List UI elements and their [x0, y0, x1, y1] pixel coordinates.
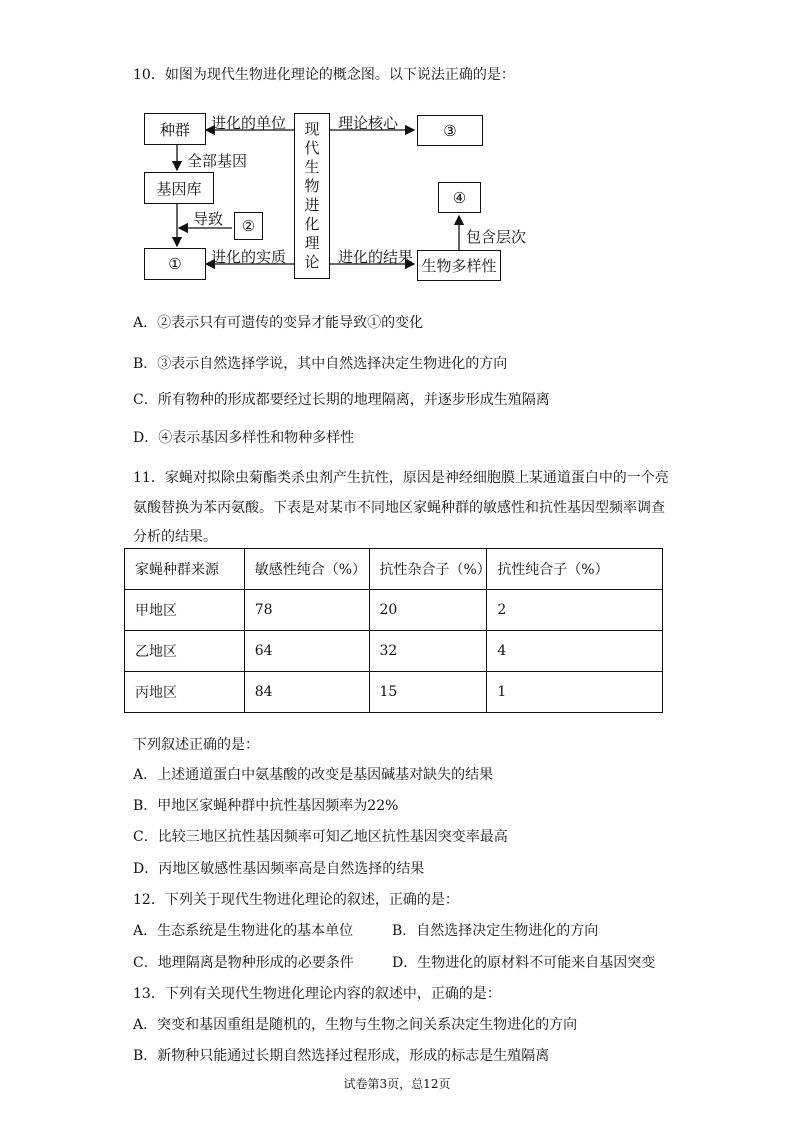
- box-2: ②: [234, 212, 263, 240]
- center-char: 进: [304, 196, 320, 214]
- center-char: 论: [304, 253, 320, 271]
- center-char: 物: [304, 177, 320, 195]
- label-unit: 进化的单位: [211, 114, 287, 132]
- q11-option-d[interactable]: D．丙地区敏感性基因频率高是自然选择的结果: [133, 861, 425, 877]
- center-theory-box: [294, 113, 330, 279]
- q12-option-d[interactable]: D．生物进化的原材料不可能来自基因突变: [392, 955, 656, 971]
- table-cell: 2: [487, 590, 663, 631]
- table-row: [125, 631, 663, 672]
- label-core: 理论核心: [338, 114, 399, 132]
- q10-stem: 10．如图为现代生物进化理论的概念图。以下说法正确的是：: [133, 67, 515, 83]
- center-char: 代: [304, 139, 320, 157]
- table-cell: 84: [244, 672, 369, 713]
- q10-option-a[interactable]: A．②表示只有可遗传的变异才能导致①的变化: [133, 315, 424, 331]
- label-levels: 包含层次: [466, 228, 527, 246]
- q11-option-a[interactable]: A．上述通道蛋白中氨基酸的改变是基因碱基对缺失的结果: [133, 767, 494, 783]
- box-1: ①: [144, 248, 206, 280]
- label-result: 进化的结果: [338, 248, 414, 266]
- q10-option-c[interactable]: C．所有物种的形成都要经过长期的地理隔离，并逐步形成生殖隔离: [133, 392, 550, 408]
- center-char: 生: [304, 158, 320, 176]
- q13-stem: 13．下列有关现代生物进化理论内容的叙述中，正确的是：: [133, 986, 501, 1002]
- q12-option-c[interactable]: C．地理隔离是物种形成的必要条件: [133, 955, 354, 971]
- q11-stem-line: 11．家蝇对拟除虫菊酯类杀虫剂产生抗性，原因是神经细胞膜上某通道蛋白中的一个亮: [133, 470, 669, 486]
- label-all-genes: 全部基因: [187, 152, 248, 170]
- q13-option-b[interactable]: B．新物种只能通过长期自然选择过程形成，形成的标志是生殖隔离: [133, 1048, 550, 1064]
- table-cell: 32: [369, 631, 487, 672]
- q10-option-d[interactable]: D．④表示基因多样性和物种多样性: [133, 430, 355, 446]
- q12-option-b[interactable]: B．自然选择决定生物进化的方向: [392, 923, 599, 939]
- q11-option-b[interactable]: B．甲地区家蝇种群中抗性基因频率为22%: [133, 798, 399, 814]
- q11-option-c[interactable]: C．比较三地区抗性基因频率可知乙地区抗性基因突变率最高: [133, 829, 508, 845]
- page-footer: 试卷第3页，总12页: [343, 1077, 451, 1091]
- q11-stem-line: 氨酸替换为苯丙氨酸。下表是对某市不同地区家蝇种群的敏感性和抗性基因型频率调查: [133, 500, 665, 516]
- table-cell: 64: [244, 631, 369, 672]
- table-cell: 15: [369, 672, 487, 713]
- population-box: 种群: [144, 113, 206, 145]
- q13-option-a[interactable]: A．突变和基因重组是随机的，生物与生物之间关系决定生物进化的方向: [133, 1017, 578, 1033]
- box-4: ④: [438, 182, 481, 213]
- biodiversity-box: 生物多样性: [417, 250, 501, 281]
- center-char: 现: [304, 120, 320, 138]
- table-cell: 1: [487, 672, 663, 713]
- q10-option-b[interactable]: B．③表示自然选择学说，其中自然选择决定生物进化的方向: [133, 356, 508, 372]
- q12-option-a[interactable]: A．生态系统是生物进化的基本单位: [133, 923, 354, 939]
- q11-prompt: 下列叙述正确的是：: [133, 737, 259, 753]
- q12-stem: 12．下列关于现代生物进化理论的叙述，正确的是：: [133, 892, 459, 908]
- center-char: 化: [304, 215, 320, 233]
- label-essence: 进化的实质: [211, 248, 287, 266]
- genotype-frequency-table: [124, 548, 663, 713]
- table-cell: 4: [487, 631, 663, 672]
- table-cell: 78: [244, 590, 369, 631]
- box-3: ③: [417, 115, 483, 146]
- table-header: 家蝇种群来源: [125, 549, 245, 590]
- table-cell: 甲地区: [125, 590, 245, 631]
- table-row: [125, 590, 663, 631]
- table-header: 抗性纯合子（%）: [487, 549, 663, 590]
- table-header-row: [125, 549, 663, 590]
- table-row: [125, 672, 663, 713]
- q11-stem-line: 分析的结果。: [133, 529, 217, 545]
- table-header: 敏感性纯合（%）: [244, 549, 369, 590]
- table-cell: 丙地区: [125, 672, 245, 713]
- center-char: 理: [304, 234, 320, 252]
- table-header: 抗性杂合子（%）: [369, 549, 487, 590]
- table-cell: 20: [369, 590, 487, 631]
- table-cell: 乙地区: [125, 631, 245, 672]
- label-cause: 导致: [193, 210, 224, 228]
- gene-pool-box: 基因库: [144, 172, 214, 204]
